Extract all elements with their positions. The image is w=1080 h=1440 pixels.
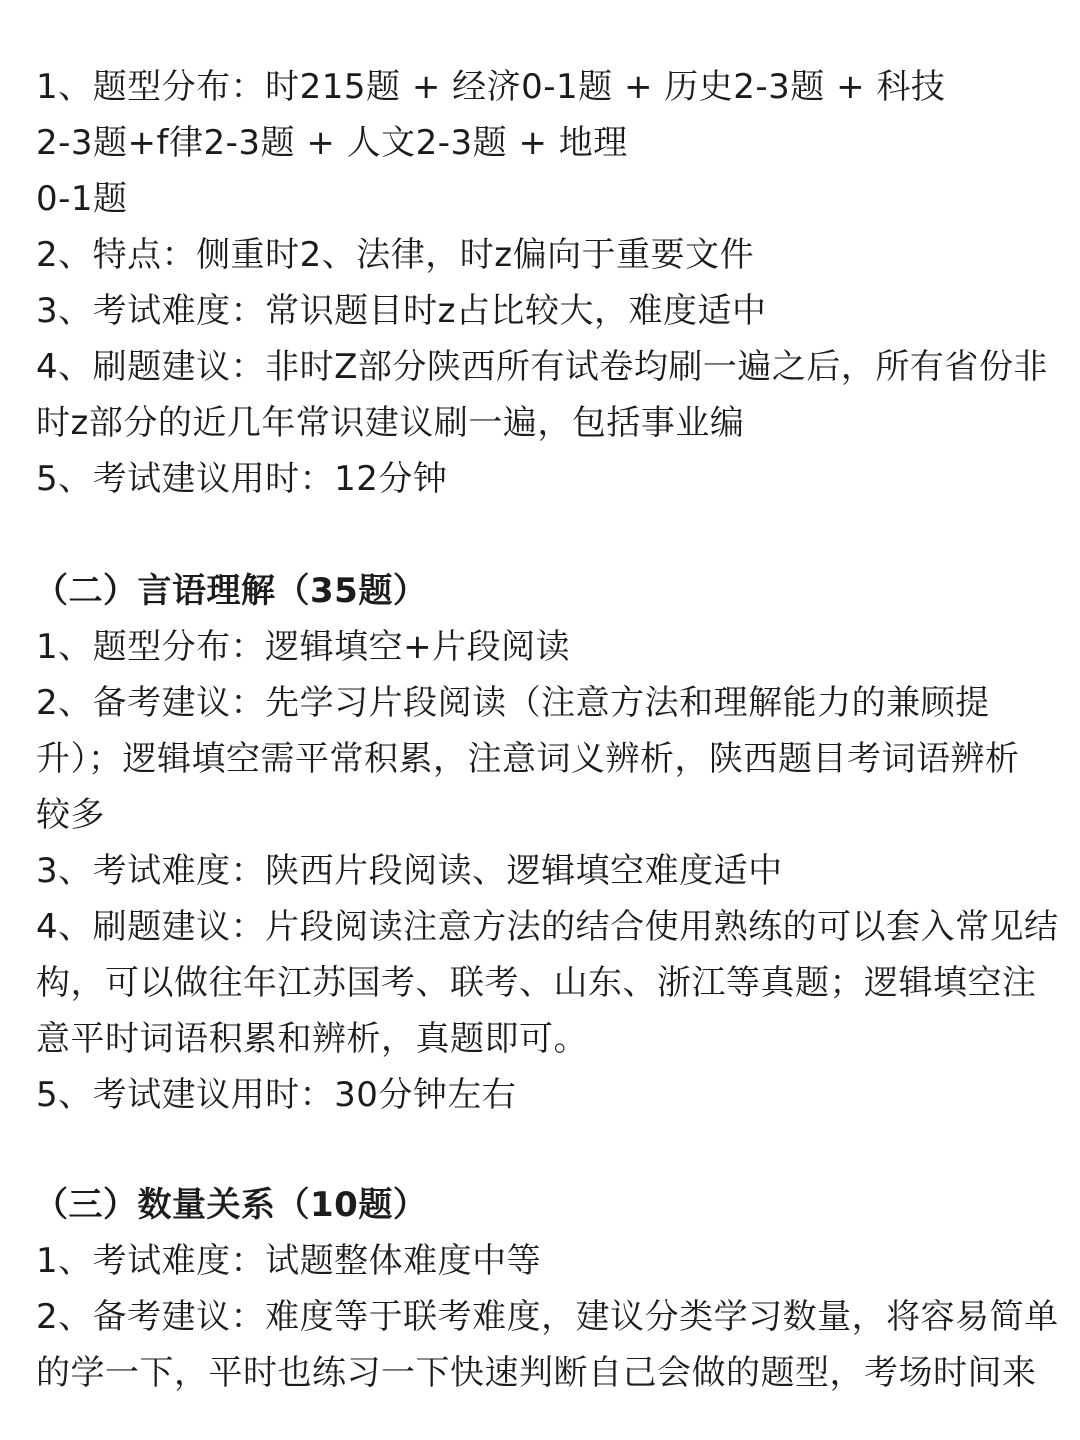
section1-line-1: 1、题型分布：时215题 + 经济0-1题 + 历史2-3题 + 科技 <box>36 67 946 107</box>
section1-line-4: 2、特点：侧重时2、法律，时z偏向于重要文件 <box>36 235 755 275</box>
section3-line-3: 的学一下，平时也练习一下快速判断自己会做的题型，考场时间来 <box>36 1353 1037 1393</box>
section1-line-8: 5、考试建议用时：12分钟 <box>36 459 448 499</box>
section2-heading: （二）言语理解（35题） <box>34 571 428 611</box>
section1-line-6: 4、刷题建议：非时Z部分陕西所有试卷均刷一遍之后，所有省份非 <box>36 347 1048 387</box>
section1-line-3: 0-1题 <box>36 179 128 219</box>
section3-heading: （三）数量关系（10题） <box>34 1185 428 1225</box>
section1-line-5: 3、考试难度：常识题目时z占比较大，难度适中 <box>36 291 767 331</box>
section3-line-2: 2、备考建议：难度等于联考难度，建议分类学习数量，将容易简单 <box>36 1297 1059 1337</box>
section2-line-8: 意平时词语积累和辨析，真题即可。 <box>36 1019 588 1059</box>
section2-line-7: 构，可以做往年江苏国考、联考、山东、浙江等真题；逻辑填空注 <box>36 963 1037 1003</box>
section2-line-1: 1、题型分布：逻辑填空+片段阅读 <box>36 627 571 667</box>
section1-line-7: 时z部分的近几年常识建议刷一遍，包括事业编 <box>36 403 745 443</box>
section2-line-2: 2、备考建议：先学习片段阅读（注意方法和理解能力的兼顾提 <box>36 683 990 723</box>
section2-line-5: 3、考试难度：陕西片段阅读、逻辑填空难度适中 <box>36 851 783 891</box>
section1-line-2: 2-3题+f律2-3题 + 人文2-3题 + 地理 <box>36 123 628 163</box>
section2-line-6: 4、刷题建议：片段阅读注意方法的结合使用熟练的可以套入常见结 <box>36 907 1059 947</box>
section2-line-4: 较多 <box>36 795 105 835</box>
section2-line-3: 升）；逻辑填空需平常积累，注意词义辨析，陕西题目考词语辨析 <box>36 739 1020 779</box>
section3-line-1: 1、考试难度：试题整体难度中等 <box>36 1241 542 1281</box>
section2-line-9: 5、考试建议用时：30分钟左右 <box>36 1075 517 1115</box>
